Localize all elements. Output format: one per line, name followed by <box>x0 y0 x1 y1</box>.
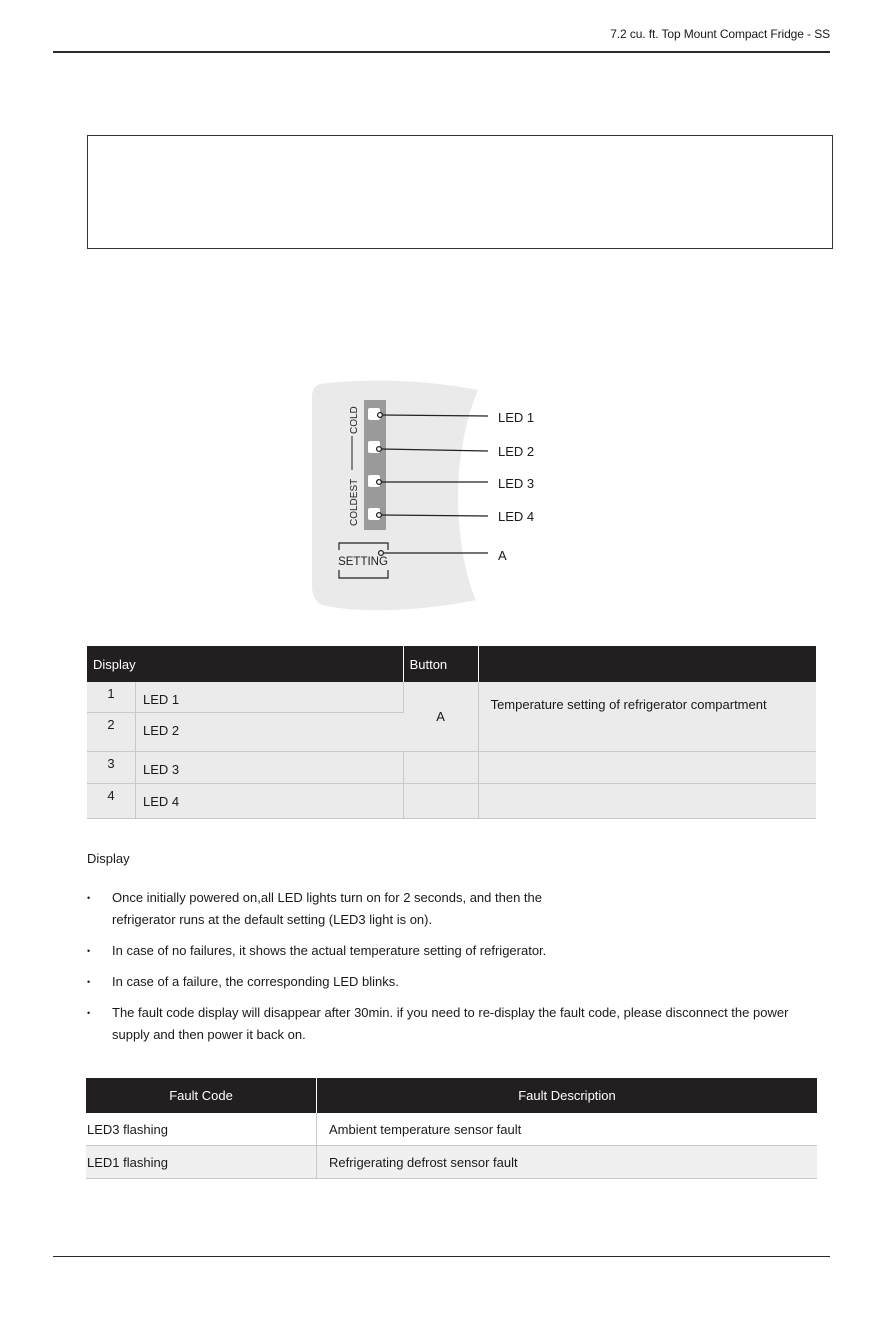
list-item: • The fault code display will disappear after 30min. if you need to re-display the fault code, please disconnect the power supply and then power it back on. <box>87 1002 817 1046</box>
row-number: 3 <box>87 751 136 783</box>
scale-label-cold: COLD <box>349 406 360 434</box>
row-led: LED 4 <box>136 783 404 818</box>
document-header-title: 7.2 cu. ft. Top Mount Compact Fridge - SS <box>610 27 830 41</box>
row-button: A <box>403 682 478 751</box>
callout-led-1: LED 1 <box>498 410 535 425</box>
display-notes-list <box>87 887 817 1055</box>
callout-led-4: LED 4 <box>498 509 535 524</box>
table-row <box>87 751 816 783</box>
callout-led-2: LED 2 <box>498 444 535 459</box>
row-description: Temperature setting of refrigerator compartment <box>478 682 816 751</box>
row-led: LED 2 <box>136 712 404 751</box>
list-item: • Once initially powered on,all LED lights turn on for 2 seconds, and then the refrigerator runs at the default setting (LED3 light is on). <box>87 887 572 931</box>
control-panel-diagram <box>308 378 548 614</box>
row-led: LED 3 <box>136 751 404 783</box>
fault-description-cell: Ambient temperature sensor fault <box>317 1113 818 1146</box>
column-header-description <box>478 646 816 682</box>
fault-description-cell: Refrigerating defrost sensor fault <box>317 1146 818 1179</box>
column-header-button: Button <box>403 646 478 682</box>
callout-button-a: A <box>498 548 507 563</box>
list-item: • In case of a failure, the corresponding LED blinks. <box>87 971 817 993</box>
note-box <box>87 135 833 249</box>
scale-label-coldest: COLDEST <box>349 478 360 526</box>
table-row <box>87 682 816 712</box>
row-number: 4 <box>87 783 136 818</box>
row-button-empty <box>403 783 478 818</box>
header-divider <box>53 51 830 53</box>
table-row <box>86 1146 817 1179</box>
row-description-empty <box>478 751 816 783</box>
row-number: 1 <box>87 682 136 712</box>
table-row <box>86 1113 817 1146</box>
callout-led-3: LED 3 <box>498 476 535 491</box>
table-row <box>87 783 816 818</box>
row-description-empty <box>478 783 816 818</box>
control-display-table <box>87 646 816 819</box>
fault-code-table <box>86 1078 817 1179</box>
fault-code-cell: LED1 flashing <box>86 1146 317 1179</box>
footer-divider <box>53 1256 830 1257</box>
row-button-empty <box>403 751 478 783</box>
column-header-display: Display <box>87 646 403 682</box>
row-led: LED 1 <box>136 682 404 712</box>
setting-button-label: SETTING <box>338 556 388 568</box>
display-section-label: Display <box>87 851 130 866</box>
column-header-fault-code: Fault Code <box>86 1078 317 1113</box>
row-number: 2 <box>87 712 136 751</box>
column-header-fault-description: Fault Description <box>317 1078 818 1113</box>
fault-code-cell: LED3 flashing <box>86 1113 317 1146</box>
list-item: • In case of no failures, it shows the actual temperature setting of refrigerator. <box>87 940 817 962</box>
